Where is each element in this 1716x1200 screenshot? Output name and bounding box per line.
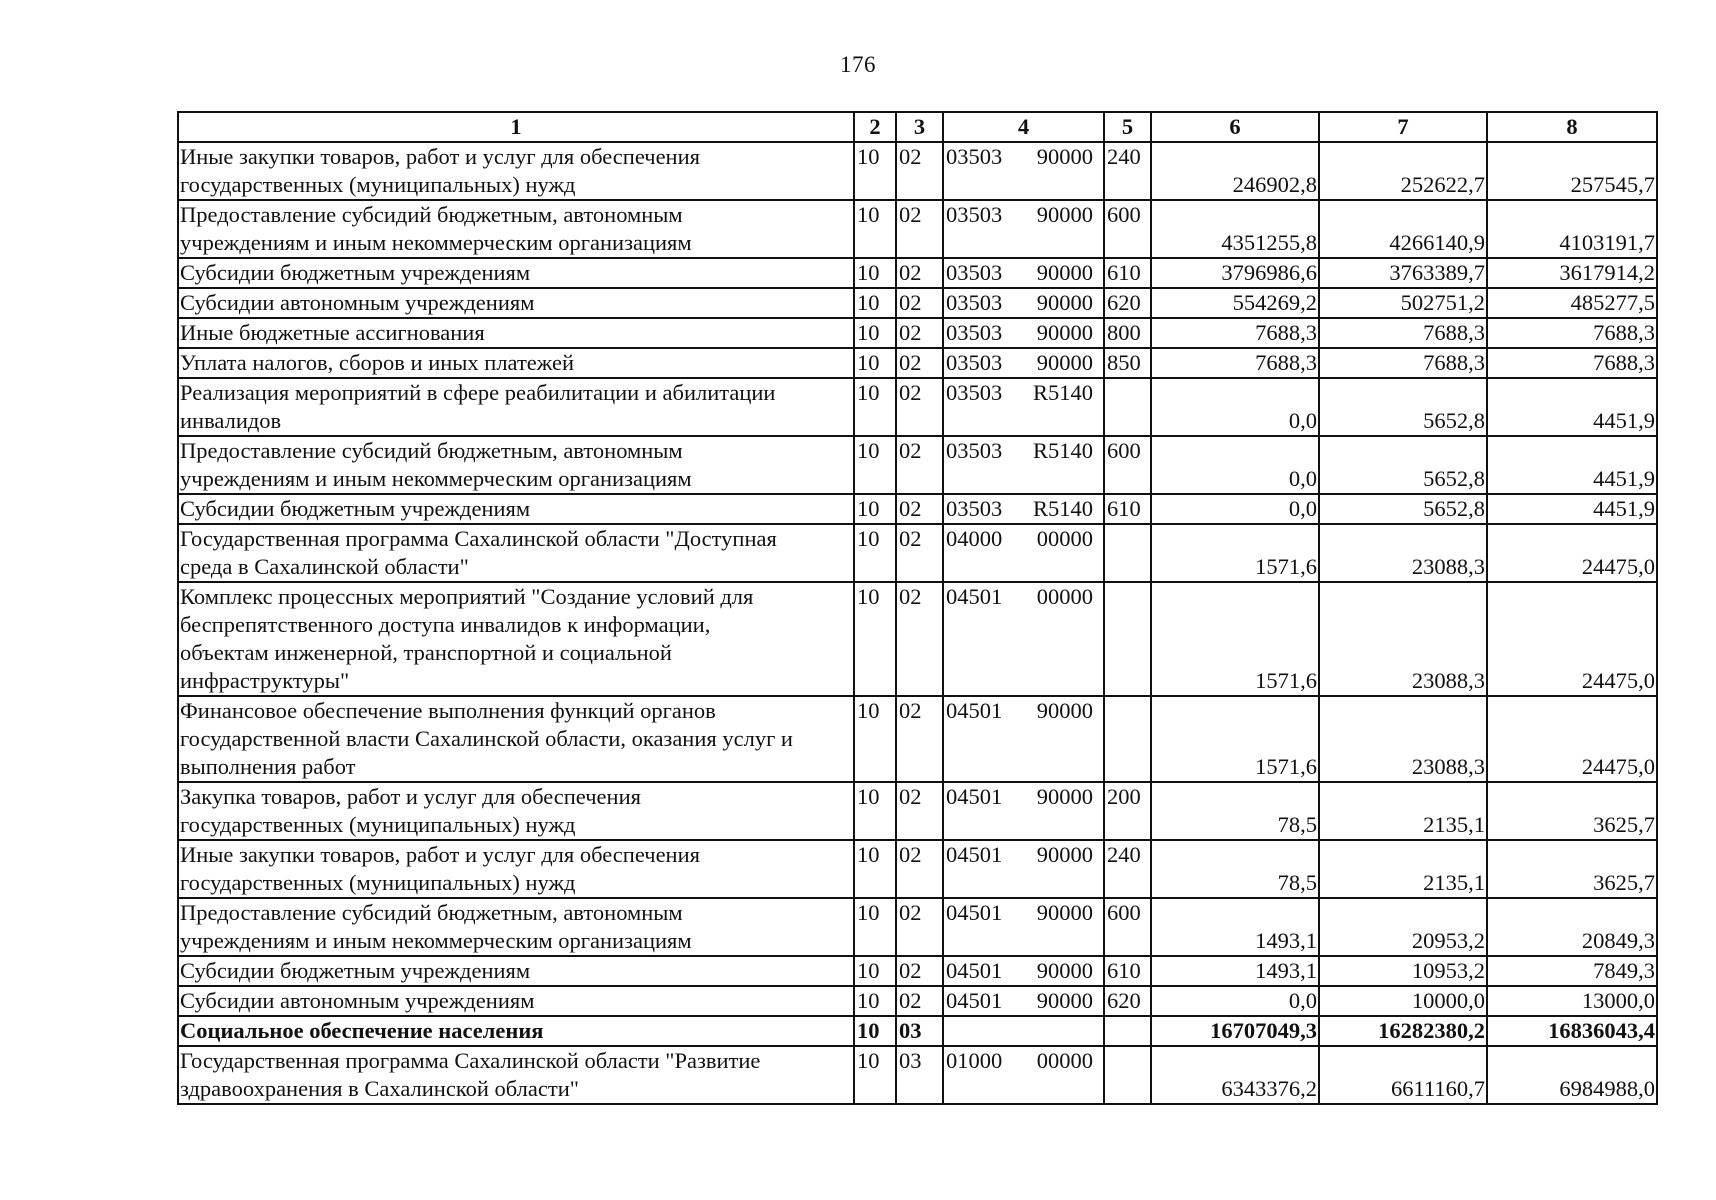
row-expense-type: 200 (1104, 782, 1151, 840)
row-name: Субсидии автономным учреждениям (178, 986, 854, 1016)
row-direction-code: 90000 (1036, 144, 1093, 169)
row-target-article (943, 258, 1104, 288)
row-expense-type: 600 (1104, 436, 1151, 494)
header-cell: 5 (1104, 112, 1151, 142)
row-amount-col6: 78,5 (1151, 840, 1319, 898)
row-expense-type (1104, 378, 1151, 436)
row-amount-col8: 20849,3 (1487, 898, 1657, 956)
row-name: Социальное обеспечение населения (178, 1016, 854, 1046)
table-row (178, 288, 1657, 318)
header-cell: 2 (854, 112, 896, 142)
row-program-code: 04501 (946, 842, 1003, 867)
row-target-article (943, 782, 1104, 840)
row-subsection: 02 (896, 200, 943, 258)
row-subsection: 02 (896, 898, 943, 956)
row-direction-code: 90000 (1036, 900, 1093, 925)
row-amount-col7: 10953,2 (1319, 956, 1487, 986)
row-program-code: 04000 (946, 526, 1003, 551)
row-section: 10 (854, 956, 896, 986)
table-row (178, 142, 1657, 200)
row-section: 10 (854, 348, 896, 378)
row-subsection: 02 (896, 524, 943, 582)
row-amount-col7: 4266140,9 (1319, 200, 1487, 258)
table-row (178, 494, 1657, 524)
row-direction-code: 00000 (1036, 1048, 1093, 1073)
row-amount-col6: 1493,1 (1151, 956, 1319, 986)
row-direction-code: 90000 (1036, 842, 1093, 867)
row-subsection: 02 (896, 956, 943, 986)
row-section: 10 (854, 142, 896, 200)
row-name: Субсидии бюджетным учреждениям (178, 956, 854, 986)
row-section: 10 (854, 1046, 896, 1104)
header-cell: 7 (1319, 112, 1487, 142)
row-direction-code: 90000 (1036, 958, 1093, 983)
row-subsection: 02 (896, 696, 943, 782)
row-program-code: 03503 (946, 496, 1003, 521)
row-direction-code: 00000 (1036, 526, 1093, 551)
row-subsection: 02 (896, 986, 943, 1016)
row-amount-col7: 7688,3 (1319, 318, 1487, 348)
row-name: Иные закупки товаров, работ и услуг для обеспечения государственных (муниципальных) нужд (178, 142, 854, 200)
table-row (178, 782, 1657, 840)
row-amount-col6: 1571,6 (1151, 696, 1319, 782)
row-amount-col6: 0,0 (1151, 494, 1319, 524)
row-amount-col7: 23088,3 (1319, 582, 1487, 696)
row-target-article (943, 436, 1104, 494)
row-section: 10 (854, 494, 896, 524)
row-amount-col6: 0,0 (1151, 986, 1319, 1016)
row-section: 10 (854, 200, 896, 258)
row-direction-code: 90000 (1036, 320, 1093, 345)
row-program-code: 03503 (946, 380, 1003, 405)
row-subsection: 02 (896, 782, 943, 840)
row-amount-col8: 4451,9 (1487, 378, 1657, 436)
row-amount-col8: 4451,9 (1487, 494, 1657, 524)
row-target-article (943, 288, 1104, 318)
header-cell: 4 (943, 112, 1104, 142)
row-direction-code: R5140 (1032, 380, 1093, 405)
row-program-code: 04501 (946, 900, 1003, 925)
row-amount-col7: 23088,3 (1319, 524, 1487, 582)
row-amount-col8: 7688,3 (1487, 348, 1657, 378)
row-program-code: 03503 (946, 438, 1003, 463)
row-program-code: 03503 (946, 202, 1003, 227)
row-amount-col8: 13000,0 (1487, 986, 1657, 1016)
row-name: Субсидии автономным учреждениям (178, 288, 854, 318)
row-amount-col6: 1571,6 (1151, 582, 1319, 696)
table-row (178, 318, 1657, 348)
row-target-article (943, 318, 1104, 348)
row-target-article (943, 348, 1104, 378)
row-subsection: 02 (896, 142, 943, 200)
table-row (178, 348, 1657, 378)
table-header-row (178, 112, 1657, 142)
row-name: Иные бюджетные ассигнования (178, 318, 854, 348)
row-subsection: 02 (896, 582, 943, 696)
table-row (178, 258, 1657, 288)
row-section: 10 (854, 318, 896, 348)
row-expense-type: 240 (1104, 142, 1151, 200)
row-expense-type: 600 (1104, 200, 1151, 258)
row-program-code: 04501 (946, 698, 1003, 723)
row-program-code: 04501 (946, 958, 1003, 983)
row-expense-type: 620 (1104, 986, 1151, 1016)
row-target-article (943, 582, 1104, 696)
row-name: Предоставление субсидий бюджетным, автономным учреждениям и иным некоммерческим организациям (178, 898, 854, 956)
row-target-article (943, 1046, 1104, 1104)
header-cell: 6 (1151, 112, 1319, 142)
table-row (178, 956, 1657, 986)
row-program-code: 01000 (946, 1048, 1003, 1073)
row-amount-col8: 24475,0 (1487, 524, 1657, 582)
row-amount-col6: 0,0 (1151, 436, 1319, 494)
row-amount-col8: 3617914,2 (1487, 258, 1657, 288)
row-subsection: 02 (896, 258, 943, 288)
row-direction-code: 90000 (1036, 290, 1093, 315)
table-row (178, 436, 1657, 494)
row-name: Иные закупки товаров, работ и услуг для обеспечения государственных (муниципальных) нужд (178, 840, 854, 898)
row-amount-col6: 1493,1 (1151, 898, 1319, 956)
row-amount-col8: 6984988,0 (1487, 1046, 1657, 1104)
table-row (178, 986, 1657, 1016)
row-section: 10 (854, 258, 896, 288)
row-target-article (943, 200, 1104, 258)
row-name: Уплата налогов, сборов и иных платежей (178, 348, 854, 378)
row-expense-type: 800 (1104, 318, 1151, 348)
row-section: 10 (854, 436, 896, 494)
row-amount-col6: 1571,6 (1151, 524, 1319, 582)
row-amount-col7: 5652,8 (1319, 436, 1487, 494)
row-expense-type (1104, 582, 1151, 696)
table-row (178, 582, 1657, 696)
row-program-code: 03503 (946, 290, 1003, 315)
row-name: Предоставление субсидий бюджетным, автономным учреждениям и иным некоммерческим организациям (178, 436, 854, 494)
row-amount-col8: 24475,0 (1487, 696, 1657, 782)
page-number: 176 (840, 52, 876, 77)
row-direction-code: 90000 (1036, 260, 1093, 285)
row-name: Государственная программа Сахалинской области "Доступная среда в Сахалинской области" (178, 524, 854, 582)
row-program-code: 04501 (946, 988, 1003, 1013)
row-amount-col8: 3625,7 (1487, 840, 1657, 898)
row-section: 10 (854, 582, 896, 696)
row-amount-col7: 10000,0 (1319, 986, 1487, 1016)
row-target-article (943, 840, 1104, 898)
row-program-code: 04501 (946, 584, 1003, 609)
row-expense-type: 600 (1104, 898, 1151, 956)
row-amount-col7: 6611160,7 (1319, 1046, 1487, 1104)
row-amount-col8: 485277,5 (1487, 288, 1657, 318)
row-amount-col6: 6343376,2 (1151, 1046, 1319, 1104)
row-amount-col8: 4103191,7 (1487, 200, 1657, 258)
row-name: Комплекс процессных мероприятий "Создание условий для беспрепятственного доступа инвалидов к информации, объектам инженерной, транспортной и социальной инфраструктуры" (178, 582, 854, 696)
row-direction-code: R5140 (1032, 438, 1093, 463)
row-target-article (943, 494, 1104, 524)
row-direction-code: 90000 (1036, 784, 1093, 809)
row-program-code: 03503 (946, 144, 1003, 169)
row-amount-col8: 24475,0 (1487, 582, 1657, 696)
row-amount-col6: 78,5 (1151, 782, 1319, 840)
table-row (178, 524, 1657, 582)
row-expense-type (1104, 1046, 1151, 1104)
row-name: Субсидии бюджетным учреждениям (178, 258, 854, 288)
row-direction-code: 90000 (1036, 698, 1093, 723)
row-subsection: 02 (896, 318, 943, 348)
row-section: 10 (854, 378, 896, 436)
row-direction-code: 90000 (1036, 202, 1093, 227)
row-target-article (943, 524, 1104, 582)
row-amount-col6: 7688,3 (1151, 318, 1319, 348)
table-row (178, 898, 1657, 956)
row-subsection: 03 (896, 1016, 943, 1046)
table-row (178, 696, 1657, 782)
row-program-code: 04501 (946, 784, 1003, 809)
row-amount-col6: 554269,2 (1151, 288, 1319, 318)
row-expense-type (1104, 524, 1151, 582)
row-amount-col7: 252622,7 (1319, 142, 1487, 200)
row-amount-col6: 7688,3 (1151, 348, 1319, 378)
row-subsection: 03 (896, 1046, 943, 1104)
row-amount-col7: 20953,2 (1319, 898, 1487, 956)
table-row (178, 200, 1657, 258)
row-amount-col8: 16836043,4 (1487, 1016, 1657, 1046)
row-target-article (943, 898, 1104, 956)
row-expense-type (1104, 1016, 1151, 1046)
row-subsection: 02 (896, 436, 943, 494)
row-amount-col8: 7849,3 (1487, 956, 1657, 986)
row-target-article (943, 378, 1104, 436)
row-name: Реализация мероприятий в сфере реабилитации и абилитации инвалидов (178, 378, 854, 436)
row-subsection: 02 (896, 378, 943, 436)
row-subsection: 02 (896, 494, 943, 524)
row-section: 10 (854, 986, 896, 1016)
row-name: Финансовое обеспечение выполнения функций органов государственной власти Сахалинской области, оказания услуг и выполнения работ (178, 696, 854, 782)
row-section: 10 (854, 898, 896, 956)
row-amount-col7: 3763389,7 (1319, 258, 1487, 288)
row-amount-col8: 3625,7 (1487, 782, 1657, 840)
row-subsection: 02 (896, 288, 943, 318)
row-expense-type: 610 (1104, 956, 1151, 986)
row-amount-col7: 5652,8 (1319, 494, 1487, 524)
row-target-article (943, 696, 1104, 782)
row-amount-col7: 7688,3 (1319, 348, 1487, 378)
row-direction-code: 00000 (1036, 584, 1093, 609)
row-subsection: 02 (896, 348, 943, 378)
row-program-code: 03503 (946, 350, 1003, 375)
row-expense-type: 610 (1104, 494, 1151, 524)
row-direction-code: 90000 (1036, 350, 1093, 375)
row-target-article (943, 1016, 1104, 1046)
row-amount-col7: 23088,3 (1319, 696, 1487, 782)
row-program-code: 03503 (946, 320, 1003, 345)
row-section: 10 (854, 1016, 896, 1046)
table-row (178, 378, 1657, 436)
row-amount-col6: 246902,8 (1151, 142, 1319, 200)
row-subsection: 02 (896, 840, 943, 898)
row-amount-col8: 4451,9 (1487, 436, 1657, 494)
row-section: 10 (854, 696, 896, 782)
row-section: 10 (854, 782, 896, 840)
row-expense-type (1104, 696, 1151, 782)
row-direction-code: 90000 (1036, 988, 1093, 1013)
row-amount-col7: 5652,8 (1319, 378, 1487, 436)
row-program-code: 03503 (946, 260, 1003, 285)
table-body (178, 142, 1657, 1104)
row-name: Субсидии бюджетным учреждениям (178, 494, 854, 524)
row-amount-col7: 16282380,2 (1319, 1016, 1487, 1046)
table-row (178, 840, 1657, 898)
row-amount-col7: 2135,1 (1319, 782, 1487, 840)
table-row (178, 1046, 1657, 1104)
row-amount-col6: 0,0 (1151, 378, 1319, 436)
table-row (178, 1016, 1657, 1046)
row-target-article (943, 142, 1104, 200)
header-cell: 8 (1487, 112, 1657, 142)
row-amount-col7: 502751,2 (1319, 288, 1487, 318)
row-amount-col8: 257545,7 (1487, 142, 1657, 200)
row-section: 10 (854, 524, 896, 582)
row-amount-col6: 4351255,8 (1151, 200, 1319, 258)
row-name: Предоставление субсидий бюджетным, автономным учреждениям и иным некоммерческим организациям (178, 200, 854, 258)
row-amount-col7: 2135,1 (1319, 840, 1487, 898)
row-section: 10 (854, 840, 896, 898)
header-cell: 1 (178, 112, 854, 142)
row-target-article (943, 956, 1104, 986)
row-direction-code: R5140 (1032, 496, 1093, 521)
header-cell: 3 (896, 112, 943, 142)
row-expense-type: 610 (1104, 258, 1151, 288)
row-name: Государственная программа Сахалинской области "Развитие здравоохранения в Сахалинской области" (178, 1046, 854, 1104)
row-section: 10 (854, 288, 896, 318)
row-expense-type: 620 (1104, 288, 1151, 318)
row-expense-type: 850 (1104, 348, 1151, 378)
row-amount-col6: 3796986,6 (1151, 258, 1319, 288)
budget-table (177, 111, 1658, 1105)
row-target-article (943, 986, 1104, 1016)
row-expense-type: 240 (1104, 840, 1151, 898)
row-amount-col6: 16707049,3 (1151, 1016, 1319, 1046)
row-name: Закупка товаров, работ и услуг для обеспечения государственных (муниципальных) нужд (178, 782, 854, 840)
row-amount-col8: 7688,3 (1487, 318, 1657, 348)
